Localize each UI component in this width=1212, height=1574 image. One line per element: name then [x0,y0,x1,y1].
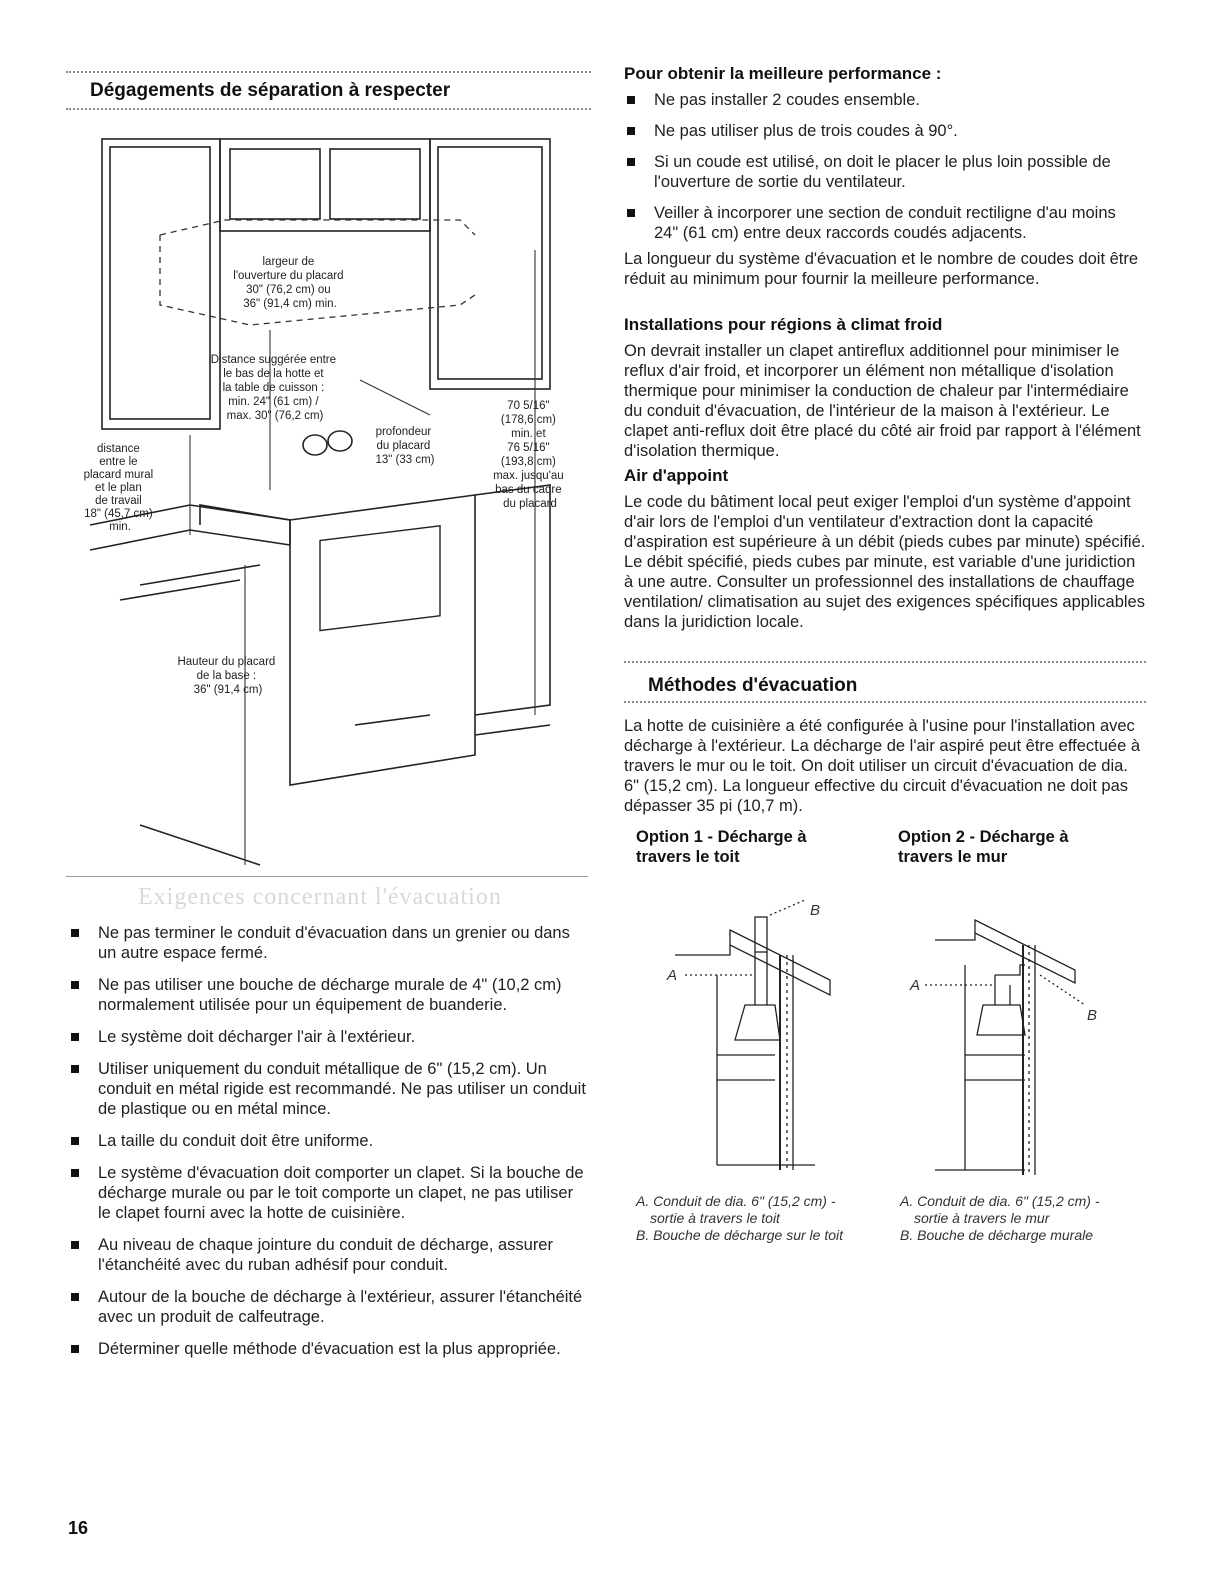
performance-item: Ne pas utiliser plus de trois coudes à 90°. [624,121,1144,141]
base-label-3: 36" (91,4 cm) [193,684,263,696]
wall-label-a: A [910,977,921,994]
methods-rule [624,701,1146,703]
option1-title-line2: travers le toit [636,848,740,866]
height-label-3: min. et [511,428,546,440]
clearances-rule [66,108,591,110]
hood [977,1005,1025,1035]
wall-discharge-diagram [905,905,1105,1185]
requirement-item: Le système d'évacuation doit comporter un clapet. Si la bouche de décharge murale ou par le toit comporte un clapet, ne pas utiliser le clapet fourni avec la hotte de cuisinière. [68,1163,588,1223]
requirement-item: Déterminer quelle méthode d'évacuation est la plus appropriée. [68,1339,588,1359]
suggested-label-3: la table de cuisson : [222,382,325,394]
roof-cap [755,917,767,952]
option2-title-line1: Option 2 - Décharge à [898,828,1069,846]
option2-caption-a: A. Conduit de dia. 6" (15,2 cm) - [900,1193,1100,1209]
requirement-item: Le système doit décharger l'air à l'extérieur. [68,1027,588,1047]
option2-caption [900,1193,1100,1244]
option2-caption-a2: sortie à travers le mur [914,1210,1050,1226]
option1-caption [636,1193,843,1244]
height-label-1: 70 5/16" [507,400,550,412]
base-label-2: de la base : [196,670,257,682]
suggested-label-2: le bas de la hotte et [223,368,324,380]
height-label-6: max. jusqu'au [493,470,564,482]
roof-label-a: A [667,967,678,984]
requirement-item: La taille du conduit doit être uniforme. [68,1131,588,1151]
option2-title [898,827,1069,867]
suggested-label-1: Distance suggérée entre [210,354,337,366]
wall-cabinet-label-2: entre le [99,456,138,468]
wall-cabinet-label-3: placard mural [83,469,154,481]
performance-list [624,90,1144,254]
svg-text:profondeur du placard [375,426,434,466]
performance-title: Pour obtenir la meilleure performance : [624,64,942,83]
height-label-7: bas du cadre [495,484,562,496]
base-label-1: Hauteur du placard [177,656,276,668]
requirement-item: Utiliser uniquement du conduit métallique de 6" (15,2 cm). Un conduit en métal rigide est recommandé. Ne pas utiliser un conduit de plastique ou en métal mince. [68,1059,588,1119]
left-upper-cabinet [102,139,220,429]
performance-paragraph: La longueur du système d'évacuation et le nombre de coudes doit être réduit au minimum pour fournir la meilleure performance. [624,250,1139,288]
option2-caption-b: B. Bouche de décharge murale [900,1227,1094,1243]
option1-caption-b: B. Bouche de décharge sur le toit [636,1227,844,1243]
wall-cabinet-label-1: distance [96,443,140,455]
depth-label-1: profondeur [375,426,432,438]
roof-slab [975,920,1075,983]
height-label-8: du placard [503,498,557,510]
clearances-title: Dégagements de séparation à respecter [90,80,451,101]
right-upper-cabinet [430,139,550,389]
methods-paragraph: La hotte de cuisinière a été configurée à l'usine pour l'installation avec décharge à l'extérieur. La décharge de l'air aspiré peut être effectuée à travers le mur ou le toit. On doit utiliser un circuit d'évacuation de dia. 6" (15,2 cm). La longueur effective du circuit d'évacuation ne doit pas dépasser 35 pi (10,7 m). [624,717,1141,815]
width-label-3: 30" (76,2 cm) ou [246,284,331,296]
methods-top-rule [624,661,1146,663]
clearance-diagram [80,125,590,870]
depth-label-2: du placard [376,440,431,452]
width-label-2: l'ouverture du placard [233,270,344,282]
cold-title: Installations pour régions à climat froid [624,315,943,334]
wall-cabinet-label-6: 18" (45,7 cm) [84,508,153,520]
requirement-item: Ne pas terminer le conduit d'évacuation dans un grenier ou dans un autre espace fermé. [68,923,588,963]
performance-item: Veiller à incorporer une section de conduit rectiligne d'au moins 24" (61 cm) entre deux raccords coudés adjacents. [624,203,1144,243]
wall-cabinet-label-5: de travail [95,495,142,507]
height-label-4: 76 5/16" [507,442,550,454]
requirements-title: Exigences concernant l'évacuation [138,884,502,910]
requirements-list [68,923,588,1371]
svg-text:Distance suggérée entre le [211,354,340,422]
wall-cabinet-label-7: min. [109,521,131,533]
requirement-item: Autour de la bouche de décharge à l'extérieur, assurer l'étanchéité avec un produit de calfeutrage. [68,1287,588,1327]
option1-caption-a2: sortie à travers le toit [650,1210,780,1226]
requirement-item: Au niveau de chaque jointure du conduit de décharge, assurer l'étanchéité avec du ruban adhésif pour conduit. [68,1235,588,1275]
option1-caption-a: A. Conduit de dia. 6" (15,2 cm) - [636,1193,836,1209]
svg-text:70 5/16" (178,6 cm) mi [493,400,567,510]
makeup-title: Air d'appoint [624,466,729,485]
top-rule-left [66,71,591,73]
option2-title-line2: travers le mur [898,848,1008,866]
hood [735,1005,780,1040]
option1-title [636,827,807,867]
wall-cabinet-label-4: et le plan [95,482,142,494]
requirements-rule [66,876,588,877]
page-number: 16 [68,1518,89,1538]
suggested-label-5: max. 30" (76,2 cm) [226,410,324,422]
roof-label-b: B [810,902,821,919]
requirement-item: Ne pas utiliser une bouche de décharge murale de 4" (10,2 cm) normalement utilisée pour un équipement de buanderie. [68,975,588,1015]
cold-paragraph: On devrait installer un clapet antireflux additionnel pour minimiser le reflux d'air froid, et incorporer un élément non métallique d'isolation thermique pour minimiser la conduction de chaleur par l'intermédiaire du conduit d'évacuation, de l'intérieur de la maison à l'extérieur. Le clapet anti-reflux doit être placé du côté air froid par rapport à l'élément d'isolation thermique. [624,342,1141,460]
width-label-1: largeur de [262,256,315,268]
height-label-5: (193,8 cm) [500,456,556,468]
width-label-4: 36" (91,4 cm) min. [243,298,337,310]
option1-title-line1: Option 1 - Décharge à [636,828,807,846]
makeup-paragraph: Le code du bâtiment local peut exiger l'emploi d'un système d'appoint d'air lors de l'emploi d'un ventilateur d'extraction dont la capacité d'aspiration est supérieure à un débit (pieds cubes par minute) spécifié. Le débit spécifié, pieds cubes par minute, est variable d'une juridiction à une autre. Consulter un professionnel des installations de chauffage ventilation/ climatisation au sujet des exigences spécifiques applicables dans la juridiction locale. [624,493,1146,631]
suggested-label-4: min. 24" (61 cm) / [228,396,319,408]
depth-label-3: 13" (33 cm) [375,454,435,466]
height-label-2: (178,6 cm) [500,414,556,426]
range-body [290,495,475,785]
wall-label-b: B [1087,1007,1098,1024]
roof-discharge-diagram [655,895,855,1185]
svg-text:largeur de l'ouverture du [233,256,346,310]
methods-title: Méthodes d'évacuation [648,675,858,696]
performance-item: Si un coude est utilisé, on doit le placer le plus loin possible de l'ouverture de sortie du ventilateur. [624,152,1144,192]
performance-item: Ne pas installer 2 coudes ensemble. [624,90,1144,110]
svg-text:distance entre le plac [84,443,157,533]
svg-text:Hauteur du placard de la b [177,656,278,696]
over-hood-cabinet [220,139,430,231]
